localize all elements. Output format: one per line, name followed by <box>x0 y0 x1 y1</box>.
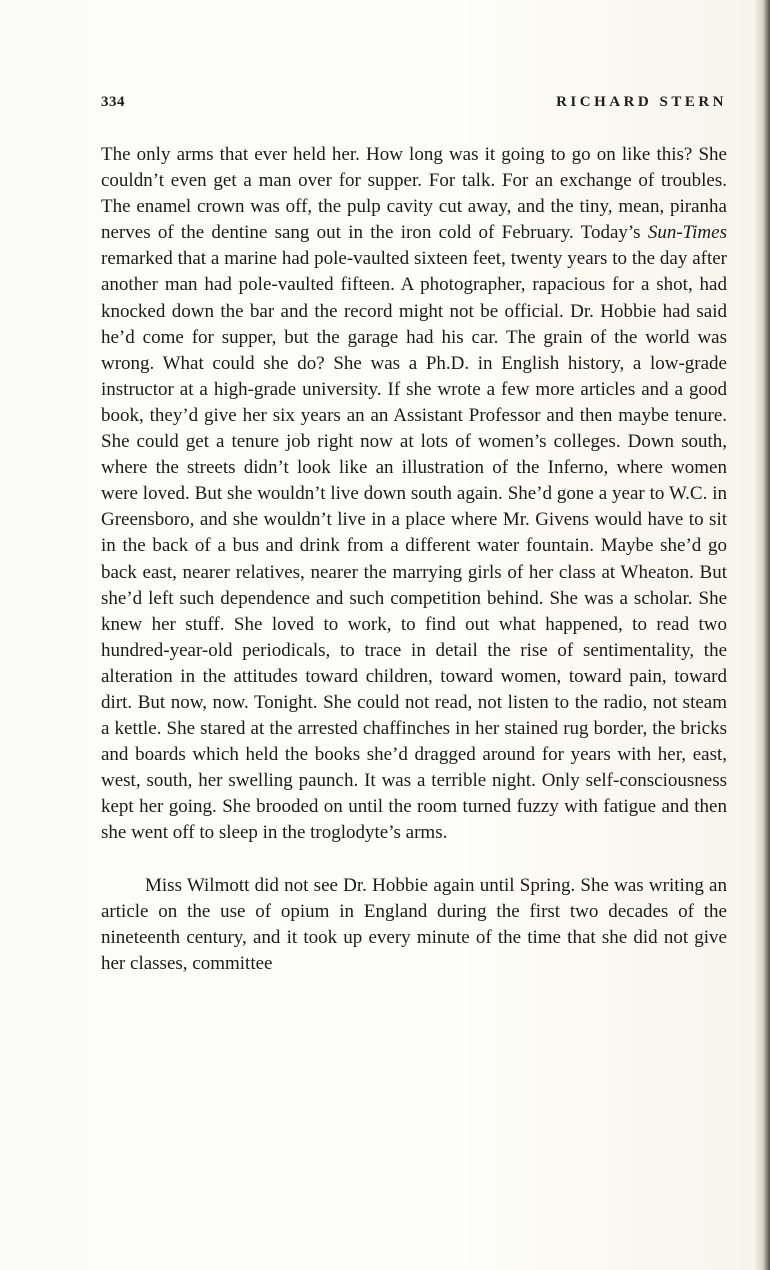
paragraph: Miss Wilmott did not see Dr. Hobbie again until Spring. She was writing an article on the use of opium in England during the first two decades of the nineteenth century, and it took up every minute of the time that she did not give her classes, committee <box>101 874 727 974</box>
page-number: 334 <box>101 94 125 110</box>
newspaper-title: Sun-Times <box>647 222 727 244</box>
paragraph <box>101 142 727 847</box>
page-edge-shadow <box>754 0 770 1270</box>
paragraph-text: The only arms that ever held her. How long was it going to go on like this? She couldn’t even get a man over for supper. For talk. For an exchange of troubles. The enamel crown was off, the pulp cavity cut away, and the tiny, mean, piranha nerves of the dentine sang out in the iron cold of February. Today’s <box>101 144 727 244</box>
body-text <box>101 142 727 977</box>
running-head <box>101 94 727 118</box>
paragraph-text: remarked that a marine had pole-vaulted sixteen feet, twenty years to the day after another man had pole-vaulted fifteen. A photographer, rapacious for a shot, had knocked down the bar and the record might not be official. Dr. Hobbie had said he’d come for supper, but the garage had his car. The grain of the world was wrong. What could she do? She was a Ph.D. in English history, a low-grade instructor at a high-grade university. If she wrote a few more articles and a good book, they’d give her six years an an Assistant Professor and then maybe tenure. She could get a tenure job right now at lots of women’s colleges. Down south, where the streets didn’t look like an illustration of the Inferno, where women were loved. But she wouldn’t live down south again. She’d gone a year to W.C. in Greensboro, and she wouldn’t live in a place where Mr. Givens would have to sit in the back of a bus and drink from a different water fountain. Maybe she’d go back east, nearer relatives, nearer the marrying girls of her class at Wheaton. But she’d left such dependence and such competition behind. She was a scholar. She knew her stuff. She loved to work, to find out what happened, to read two hundred-year-old periodicals, to trace in detail the rise of sentimentality, the alteration in the attitudes toward children, toward women, toward pain, toward dirt. But now, now. Tonight. She could not read, not listen to the radio, not steam a kettle. She stared at the arrested chaffinches in her stained rug border, the bricks and boards which held the books she’d dragged around for years with her, east, west, south, her swelling paunch. It was a terrible night. Only self-consciousness kept her going. She brooded on until the room turned fuzzy with fatigue and then she went off to sleep in the troglodyte’s arms. <box>101 248 727 844</box>
author-name-header: RICHARD STERN <box>556 94 727 110</box>
